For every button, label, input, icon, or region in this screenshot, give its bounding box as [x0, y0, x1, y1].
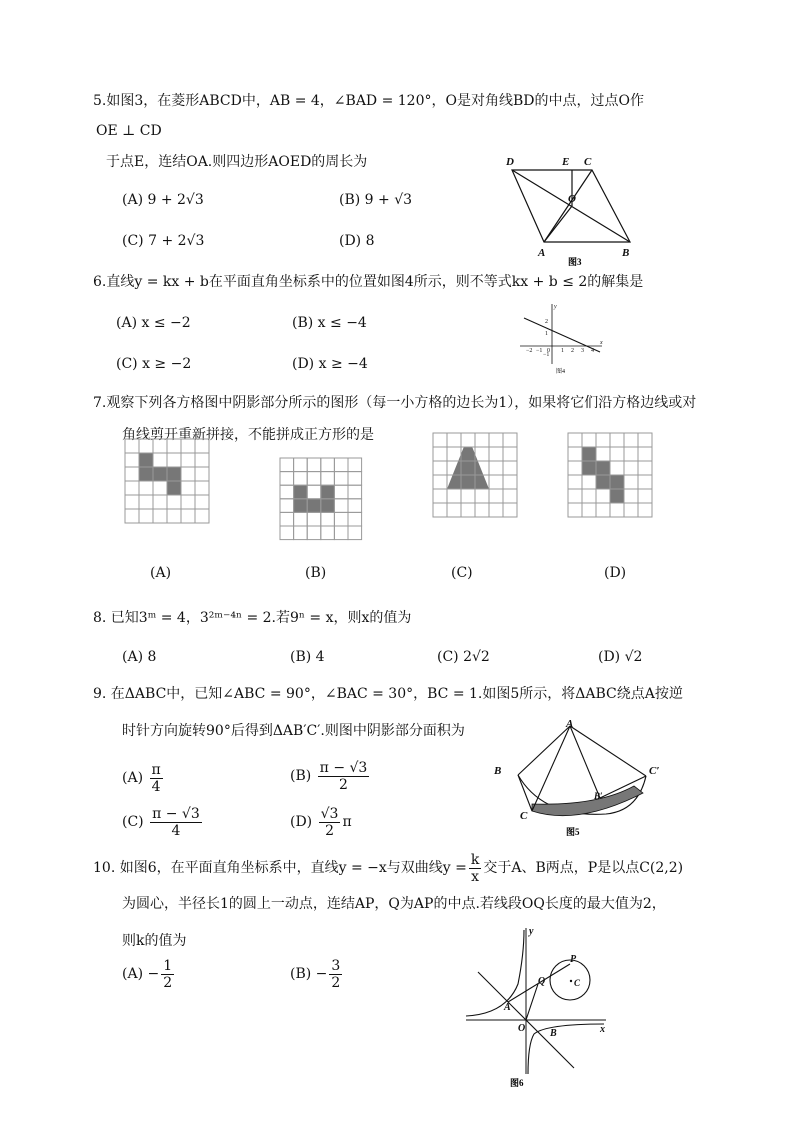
grid-cell [624, 475, 638, 489]
shaded-region [532, 786, 643, 816]
line-kx-plus-b [524, 318, 600, 352]
q9-stem-line1: 9. 在ΔABC中，已知∠ABC = 90°，∠BAC = 30°，BC = 1.如图5所示，将ΔABC绕点A按逆 [93, 686, 683, 702]
segment-ac [532, 726, 570, 811]
grid-cell [624, 489, 638, 503]
grid-cell [433, 433, 447, 447]
grid-cell [139, 439, 153, 453]
grid-cell [624, 447, 638, 461]
grid-cell [307, 485, 321, 499]
shaded-cell [139, 467, 153, 481]
grid-cell [503, 503, 517, 517]
grid-cell [433, 475, 447, 489]
q6-option-b: (B) x ≤ −4 [292, 315, 367, 331]
svg-text:2: 2 [571, 348, 574, 354]
center-c-dot [570, 980, 572, 982]
figure-4-line-graph [516, 300, 608, 376]
q10-stem-line3: 则k的值为 [122, 933, 187, 949]
grid-cell [638, 433, 652, 447]
grid-cell [475, 503, 489, 517]
grid-cell [294, 512, 308, 526]
grid-cell [334, 458, 348, 472]
q10-stem-line1: 10. 如图6，在平面直角坐标系中，直线y = −x与双曲线y = $\frac{k}{x}$ 交于A、B两点，P是以点C(2,2) [93, 851, 684, 885]
grid-cell [489, 489, 503, 503]
grid-cell [348, 512, 362, 526]
grid-cell [195, 453, 209, 467]
grid-cell [582, 489, 596, 503]
grid-cell [334, 512, 348, 526]
svg-text:x: x [600, 340, 603, 346]
grid-cell [638, 489, 652, 503]
grid-cell [638, 447, 652, 461]
grid-cell [195, 509, 209, 523]
shaded-trapezoid [447, 447, 489, 489]
q6-stem: 6.直线y = kx + b在平面直角坐标系中的位置如图4所示，则不等式kx + b ≤ 2的解集是 [93, 274, 644, 290]
q7-stem-line2: 角线剪开重新拼接，不能拼成正方形的是 [122, 427, 374, 443]
grid-figure-d [567, 432, 653, 518]
diagonal-bd [512, 170, 630, 242]
q9-option-b: (B) $\frac{\pi - √3}{2}$ [290, 759, 368, 793]
grid-cell [153, 453, 167, 467]
grid-cell [568, 475, 582, 489]
segment-oa [544, 206, 572, 242]
q8-option-d: (D) √2 [598, 649, 643, 665]
svg-text:B: B [550, 1028, 557, 1039]
shaded-cell [321, 499, 335, 513]
grid-cell [568, 503, 582, 517]
svg-text:B: B [494, 765, 502, 777]
q7-label-c: (C) [451, 565, 473, 581]
grid-cell [475, 447, 489, 461]
grid-cell [153, 481, 167, 495]
grid-cell [294, 458, 308, 472]
grid-cell [280, 458, 294, 472]
shaded-cell [294, 485, 308, 499]
q6-option-a: (A) x ≤ −2 [116, 315, 191, 331]
grid-cell [596, 503, 610, 517]
svg-text:A: A [566, 718, 574, 730]
grid-cell [596, 433, 610, 447]
grid-cell [503, 475, 517, 489]
grid-cell [568, 447, 582, 461]
grid-cell [139, 509, 153, 523]
svg-text:3: 3 [581, 348, 584, 354]
figure-4-caption: 图4 [556, 369, 566, 375]
grid-cell [461, 489, 475, 503]
segment-ac-prime [570, 726, 646, 776]
shaded-cell [307, 499, 321, 513]
grid-cell [461, 433, 475, 447]
grid-cell [503, 461, 517, 475]
q6-option-c: (C) x ≥ −2 [116, 356, 192, 372]
segment-ab [518, 726, 570, 775]
q8-option-b: (B) 4 [290, 649, 325, 665]
grid-cell [321, 512, 335, 526]
q9-stem-line2: 时针方向旋转90°后得到ΔAB′C′.则图中阴影部分面积为 [122, 723, 465, 739]
grid-cell [307, 526, 321, 540]
shaded-cell [139, 453, 153, 467]
grid-cell [307, 472, 321, 486]
svg-text:2: 2 [545, 319, 548, 325]
grid-cell [125, 439, 139, 453]
grid-cell [139, 481, 153, 495]
grid-cell [280, 472, 294, 486]
grid-cell [280, 512, 294, 526]
svg-text:1: 1 [561, 348, 564, 354]
q5-option-a: (A) 9 + 2√3 [122, 192, 204, 208]
grid-cell [153, 509, 167, 523]
q5-option-b: (B) 9 + √3 [339, 192, 413, 208]
grid-cell [280, 499, 294, 513]
grid-cell [489, 433, 503, 447]
grid-cell [489, 503, 503, 517]
shaded-cell [610, 489, 624, 503]
grid-figure-b [279, 457, 363, 541]
q10-option-b: (B) − $\frac{3}{2}$ [290, 957, 341, 991]
svg-text:y: y [529, 926, 534, 937]
grid-cell [125, 453, 139, 467]
q5-stem-line2: OE ⊥ CD [96, 123, 162, 139]
label-b: B [622, 247, 630, 259]
svg-text:4: 4 [591, 348, 594, 354]
grid-cell [433, 503, 447, 517]
figure-3-caption: 图3 [568, 257, 582, 267]
grid-cell [195, 467, 209, 481]
grid-cell [489, 447, 503, 461]
label-o: O [568, 193, 576, 205]
q7-label-d: (D) [604, 565, 627, 581]
figure-5-caption: 图5 [566, 827, 580, 837]
grid-cell [125, 467, 139, 481]
grid-cell [125, 495, 139, 509]
grid-cell [125, 509, 139, 523]
q7-stem-line1: 7.观察下列各方格图中阴影部分所示的图形（每一小方格的边长为1），如果将它们沿方格边线或对 [93, 395, 697, 411]
svg-text:C: C [574, 978, 581, 988]
svg-text:0: 0 [547, 348, 550, 354]
grid-cell [447, 503, 461, 517]
grid-cell [447, 433, 461, 447]
grid-cell [321, 458, 335, 472]
grid-cell [433, 461, 447, 475]
grid-cell [489, 461, 503, 475]
grid-figure-c [432, 432, 518, 518]
svg-text:−2: −2 [526, 348, 533, 354]
grid-cell [167, 439, 181, 453]
q7-label-a: (A) [150, 565, 172, 581]
grid-cell [181, 495, 195, 509]
grid-figure-a [124, 438, 212, 526]
grid-cell [568, 433, 582, 447]
svg-text:A: A [504, 1002, 511, 1013]
grid-cell [181, 509, 195, 523]
shaded-cell [321, 485, 335, 499]
svg-text:C: C [520, 810, 528, 822]
q6-option-d: (D) x ≥ −4 [292, 356, 368, 372]
shaded-cell [582, 447, 596, 461]
q10-option-a: (A) − $\frac{1}{2}$ [122, 957, 173, 991]
svg-text:1: 1 [545, 331, 548, 337]
grid-cell [348, 458, 362, 472]
grid-cell [307, 458, 321, 472]
hyperbola-branch-lower-right [528, 1024, 604, 1074]
grid-cell [195, 495, 209, 509]
grid-cell [125, 481, 139, 495]
svg-text:B′: B′ [594, 791, 603, 801]
grid-cell [447, 489, 461, 503]
grid-cell [624, 503, 638, 517]
grid-cell [181, 481, 195, 495]
q5-option-d: (D) 8 [339, 233, 375, 249]
grid-cell [195, 481, 209, 495]
grid-cell [568, 461, 582, 475]
svg-text:O: O [518, 1023, 526, 1034]
circle-c [550, 960, 590, 1000]
grid-cell [334, 472, 348, 486]
grid-cell [433, 447, 447, 461]
grid-cell [610, 503, 624, 517]
grid-cell [334, 526, 348, 540]
grid-cell [280, 526, 294, 540]
grid-cell [624, 433, 638, 447]
shaded-cell [610, 475, 624, 489]
grid-cell [294, 526, 308, 540]
shaded-cell [153, 467, 167, 481]
q8-stem: 8. 已知3ᵐ = 4，3²ᵐ⁻⁴ⁿ = 2.若9ⁿ = x，则x的值为 [93, 610, 412, 626]
q10-stem-line2: 为圆心，半径长1的圆上一动点，连结AP，Q为AP的中点.若线段OQ长度的最大值为2， [122, 896, 666, 912]
svg-text:y: y [554, 304, 557, 310]
grid-cell [280, 485, 294, 499]
grid-cell [181, 439, 195, 453]
shaded-cell [596, 461, 610, 475]
grid-cell [181, 453, 195, 467]
svg-text:Q: Q [538, 976, 546, 987]
shaded-cell [167, 481, 181, 495]
grid-cell [624, 461, 638, 475]
grid-cell [489, 475, 503, 489]
grid-cell [447, 447, 461, 461]
grid-cell [638, 461, 652, 475]
grid-cell [568, 489, 582, 503]
figure-6-caption: 图6 [510, 1078, 524, 1088]
q9-option-d: (D) $\frac{√3}{2}$ π [290, 805, 352, 839]
grid-cell [167, 453, 181, 467]
svg-text:−1: −1 [543, 352, 550, 358]
label-a: A [538, 247, 546, 259]
shaded-cell [294, 499, 308, 513]
shaded-cell [167, 467, 181, 481]
diagonal-ac [544, 170, 592, 242]
q9-option-c: (C) $\frac{\pi - √3}{4}$ [122, 805, 200, 839]
shaded-cell [582, 461, 596, 475]
figure-6-hyperbola [462, 924, 612, 1094]
q8-option-a: (A) 8 [122, 649, 157, 665]
q9-option-a: (A) $\frac{\pi}{4}$ [122, 761, 161, 795]
grid-cell [596, 489, 610, 503]
grid-cell [321, 526, 335, 540]
grid-cell [433, 489, 447, 503]
grid-cell [348, 485, 362, 499]
grid-cell [461, 503, 475, 517]
figure-3-rhombus [500, 150, 640, 268]
grid-cell [582, 433, 596, 447]
grid-cell [321, 472, 335, 486]
hyperbola-branch-upper-left [466, 930, 524, 1016]
q5-stem-line3: 于点E，连结OA.则四边形AOED的周长为 [106, 154, 368, 170]
q8-option-c: (C) 2√2 [437, 649, 490, 665]
grid-cell [153, 439, 167, 453]
grid-cell [638, 475, 652, 489]
grid-cell [167, 495, 181, 509]
grid-cell [582, 503, 596, 517]
svg-text:x: x [600, 1024, 605, 1035]
grid-cell [610, 447, 624, 461]
grid-cell [334, 485, 348, 499]
segment-bc [518, 775, 532, 811]
label-e: E [562, 156, 570, 168]
grid-cell [475, 489, 489, 503]
q5-option-c: (C) 7 + 2√3 [122, 233, 205, 249]
q7-label-b: (B) [305, 565, 327, 581]
grid-cell [610, 461, 624, 475]
segment-ab-prime [570, 726, 600, 798]
svg-text:P: P [570, 954, 577, 965]
grid-cell [334, 499, 348, 513]
grid-cell [475, 433, 489, 447]
grid-cell [610, 433, 624, 447]
grid-cell [167, 509, 181, 523]
grid-cell [348, 472, 362, 486]
grid-cell [348, 499, 362, 513]
grid-cell [139, 495, 153, 509]
grid-cell [503, 489, 517, 503]
grid-cell [307, 512, 321, 526]
grid-cell [596, 447, 610, 461]
q5-stem-line1: 5.如图3，在菱形ABCD中，AB = 4，∠BAD = 120°，O是对角线BD的中点，过点O作 [93, 93, 644, 109]
label-d: D [506, 156, 514, 168]
shaded-cell [596, 475, 610, 489]
grid-cell [503, 433, 517, 447]
grid-cell [294, 472, 308, 486]
svg-text:C′: C′ [649, 765, 660, 777]
svg-text:−1: −1 [536, 348, 543, 354]
grid-cell [638, 503, 652, 517]
label-c: C [584, 156, 592, 168]
grid-cell [348, 526, 362, 540]
grid-cell [582, 475, 596, 489]
grid-cell [503, 447, 517, 461]
grid-cell [195, 439, 209, 453]
figure-5-rotation [488, 718, 668, 840]
grid-cell [153, 495, 167, 509]
grid-cell [181, 467, 195, 481]
